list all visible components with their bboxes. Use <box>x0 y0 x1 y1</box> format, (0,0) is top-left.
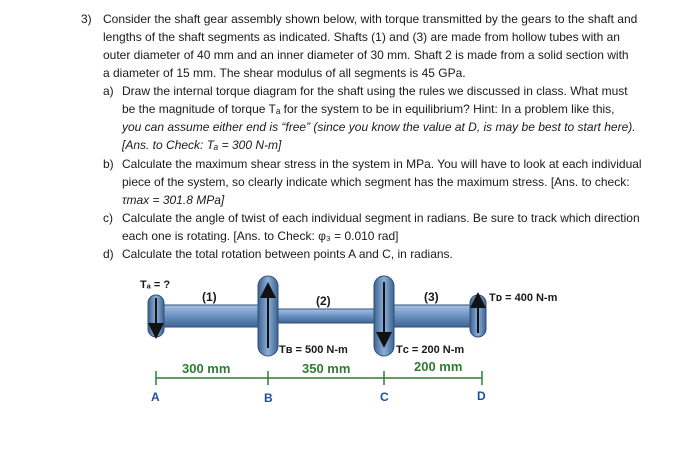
torque-label-c: Tᴄ = 200 N-m <box>396 344 465 356</box>
dimension-label-3: 200 mm <box>414 359 463 374</box>
torque-label-b: Tʙ = 500 N-m <box>279 344 348 356</box>
intro-line-1: Consider the shaft gear assembly shown below, with torque transmitted by the gears to the shaft and <box>103 12 638 26</box>
shaft-segment-1 <box>160 305 270 327</box>
point-label-c: C <box>380 390 389 404</box>
part-b-label: b) <box>103 157 114 171</box>
segment-label-1: (1) <box>202 290 217 304</box>
part-d-label: d) <box>103 247 114 261</box>
problem-number: 3) <box>81 12 92 26</box>
part-b-line-2: piece of the system, so clearly indicate which segment has the maximum stress. [Ans. to check: <box>122 175 630 189</box>
part-c-label: c) <box>103 211 113 225</box>
part-b-line-3: τmax = 301.8 MPa] <box>122 193 225 207</box>
point-label-d: D <box>477 389 486 403</box>
intro-line-4: a diameter of 15 mm. The shear modulus of all segments is 45 GPa. <box>103 66 466 80</box>
part-c-line-2: each one is rotating. [Ans. to Check: φ₃ = 0.010 rad] <box>122 229 399 243</box>
part-a-label: a) <box>103 84 114 98</box>
intro-line-2: lengths of the shaft segments as indicated. Shafts (1) and (3) are made from hollow tubes with an <box>103 30 620 44</box>
torque-label-a: Tₐ = ? <box>140 279 171 291</box>
point-label-b: B <box>264 391 273 405</box>
segment-label-2: (2) <box>316 294 331 308</box>
part-d-line-1: Calculate the total rotation between points A and C, in radians. <box>122 247 453 261</box>
torque-label-d: Tᴅ = 400 N-m <box>489 292 558 304</box>
part-a-line-1: Draw the internal torque diagram for the shaft using the rules we discussed in class. What must <box>122 84 628 98</box>
part-c-line-1: Calculate the angle of twist of each individual segment in radians. Be sure to track which direction <box>122 211 640 225</box>
part-a-line-3: you can assume either end is “free” (since you know the value at D, is may be best to start here). <box>122 120 636 134</box>
intro-line-3: outer diameter of 40 mm and an inner diameter of 30 mm. Shaft 2 is made from a solid section with <box>103 48 629 62</box>
part-a-line-4: [Ans. to Check: Tₐ = 300 N-m] <box>122 138 282 152</box>
part-a-line-2: be the magnitude of torque Tₐ for the system to be in equilibrium? Hint: In a problem like this, <box>122 102 615 116</box>
dimension-label-1: 300 mm <box>182 361 231 376</box>
point-label-a: A <box>151 390 160 404</box>
dimension-label-2: 350 mm <box>302 361 351 376</box>
segment-label-3: (3) <box>424 290 439 304</box>
shaft-segment-2 <box>268 309 386 323</box>
part-b-line-1: Calculate the maximum shear stress in the system in MPa. You will have to look at each individual <box>122 157 642 171</box>
shaft-segment-3 <box>384 305 476 327</box>
